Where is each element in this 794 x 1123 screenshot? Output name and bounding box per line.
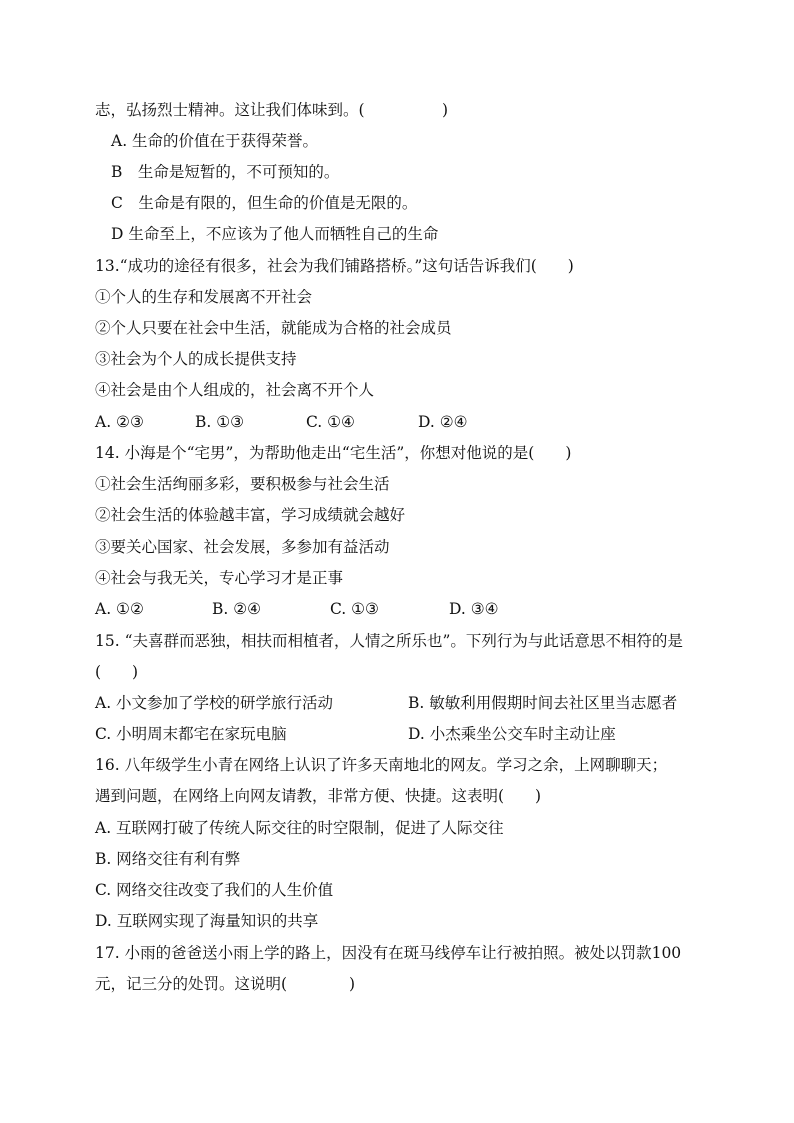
- q13-option-d: D. ②④: [418, 413, 468, 431]
- q14-option-b: B. ②④: [212, 600, 262, 618]
- q15-stem-line2: ( ): [95, 663, 139, 681]
- q16-stem-line2: 遇到问题，在网络上向网友请教，非常方便、快捷。这表明( ): [95, 787, 542, 805]
- q13-option-b: B. ①③: [195, 413, 245, 431]
- q13-option-c: C. ①④: [306, 413, 355, 431]
- q14-statement-2: ②社会生活的体验越丰富，学习成绩就会越好: [95, 506, 406, 524]
- q13-statement-4: ④社会是由个人组成的，社会离不开个人: [95, 381, 375, 399]
- q14-stem: 14. 小海是个“宅男”，为帮助他走出“宅生活”，你想对他说的是( ): [95, 444, 572, 462]
- q13-option-a: A. ②③: [95, 413, 144, 431]
- q15-option-c: C. 小明周末都宅在家玩电脑: [95, 725, 287, 743]
- q16-option-d: D. 互联网实现了海量知识的共享: [95, 912, 319, 930]
- q12-stem-end: 志，弘扬烈士精神。这让我们体味到。( ): [95, 101, 449, 119]
- q16-option-b: B. 网络交往有利有弊: [95, 850, 241, 868]
- q12-option-b: B 生命是短暂的，不可预知的。: [111, 163, 340, 181]
- q15-stem-line1: 15. “夫喜群而恶独，相扶而相植者，人情之所乐也”。下列行为与此话意思不相符的是: [95, 632, 683, 650]
- q17-stem-line2: 元，记三分的处罚。这说明( ): [95, 975, 356, 993]
- q13-statement-2: ②个人只要在社会中生活，就能成为合格的社会成员: [95, 319, 452, 337]
- q12-option-a: A. 生命的价值在于获得荣誉。: [111, 132, 319, 150]
- q15-option-a: A. 小文参加了学校的研学旅行活动: [95, 694, 334, 712]
- q13-stem: 13.“成功的途径有很多，社会为我们铺路搭桥。”这句话告诉我们( ): [95, 257, 574, 275]
- q12-option-d: D 生命至上，不应该为了他人而牺牲自己的生命: [111, 225, 439, 243]
- q13-statement-1: ①个人的生存和发展离不开社会: [95, 288, 313, 306]
- q14-statement-1: ①社会生活绚丽多彩，要积极参与社会生活: [95, 475, 390, 493]
- q14-statement-4: ④社会与我无关，专心学习才是正事: [95, 569, 344, 587]
- q14-option-c: C. ①③: [330, 600, 379, 618]
- q16-stem-line1: 16. 八年级学生小青在网络上认识了许多天南地北的网友。学习之余，上网聊聊天；: [95, 756, 668, 774]
- q15-option-d: D. 小杰乘坐公交车时主动让座: [408, 725, 616, 743]
- q12-option-c: C 生命是有限的，但生命的价值是无限的。: [111, 194, 418, 212]
- q17-stem-line1: 17. 小雨的爸爸送小雨上学的路上，因没有在斑马线停车让行被拍照。被处以罚款100: [95, 944, 682, 962]
- q14-statement-3: ③要关心国家、社会发展，多参加有益活动: [95, 538, 390, 556]
- q14-option-a: A. ①②: [95, 600, 144, 618]
- q16-option-a: A. 互联网打破了传统人际交往的时空限制，促进了人际交往: [95, 819, 504, 837]
- q13-statement-3: ③社会为个人的成长提供支持: [95, 350, 297, 368]
- q14-option-d: D. ③④: [449, 600, 499, 618]
- q15-option-b: B. 敏敏利用假期时间去社区里当志愿者: [408, 694, 678, 712]
- q16-option-c: C. 网络交往改变了我们的人生价值: [95, 881, 334, 899]
